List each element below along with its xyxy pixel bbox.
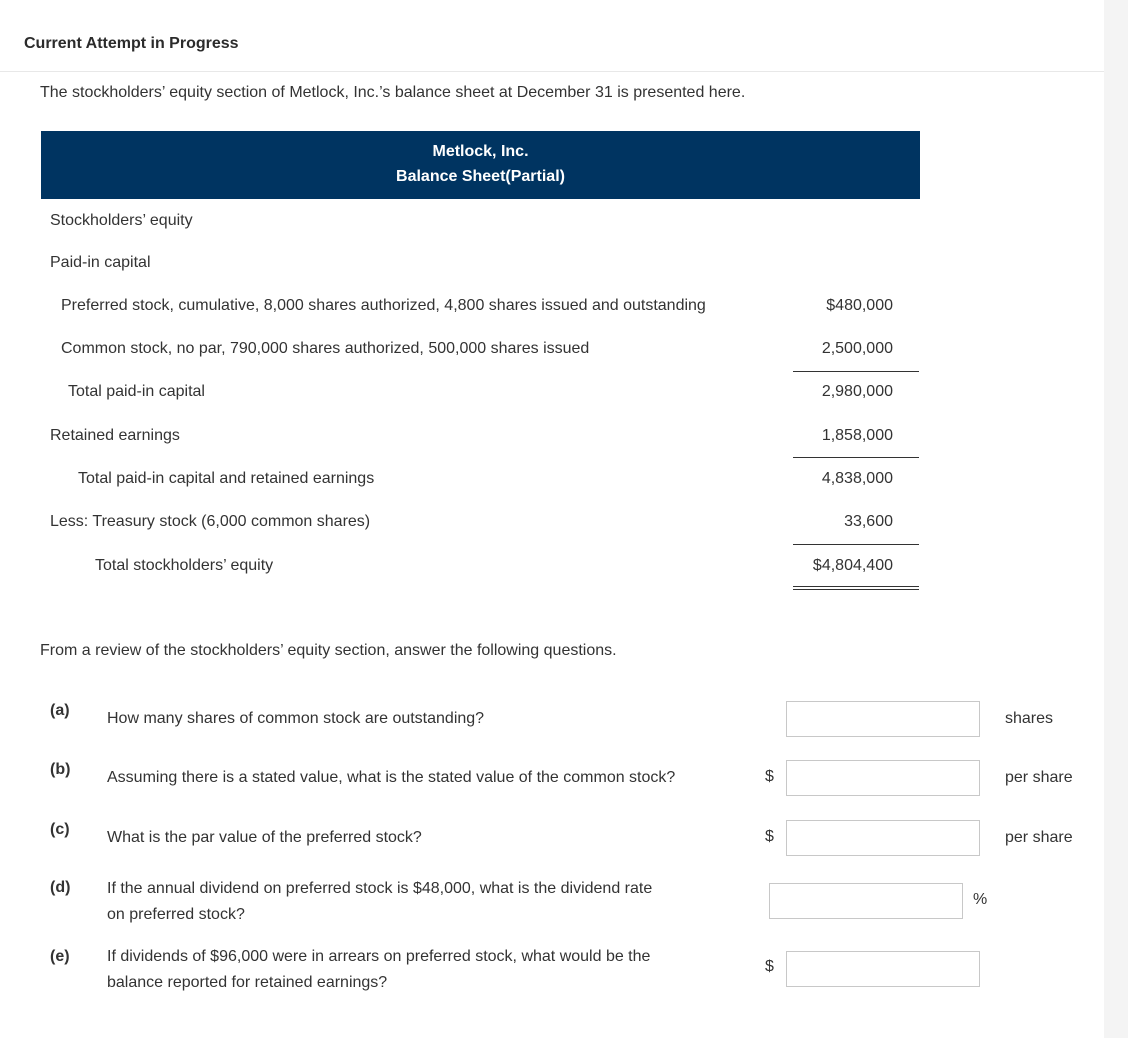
- bs-row-label: Retained earnings: [50, 427, 180, 444]
- bs-row-label: Total paid-in capital and retained earnings: [78, 470, 375, 487]
- bs-row-label: Stockholders’ equity: [50, 212, 193, 229]
- answer-a-unit: shares: [1005, 710, 1054, 727]
- subtotal-rule: [793, 457, 919, 458]
- question-e-label: (e): [50, 948, 70, 965]
- bs-row-label: Total stockholders’ equity: [95, 557, 274, 574]
- answer-c-currency: $: [765, 828, 774, 845]
- bs-row-amount: 33,600: [844, 513, 893, 530]
- question-b-label: (b): [50, 761, 71, 778]
- company-name: Metlock, Inc.: [432, 143, 529, 160]
- bs-row-label: Common stock, no par, 790,000 shares authorized, 500,000 shares issued: [61, 340, 590, 357]
- question-d-text-line1: If the annual dividend on preferred stock is $48,000, what is the dividend rate: [107, 880, 653, 897]
- bs-row-amount: $480,000: [826, 297, 893, 314]
- question-c-text: What is the par value of the preferred stock?: [107, 829, 422, 846]
- balance-sheet-header: [41, 131, 920, 199]
- bs-row-label: Less: Treasury stock (6,000 common shares): [50, 513, 371, 530]
- intro-text: The stockholders’ equity section of Metlock, Inc.’s balance sheet at December 31 is presented here.: [40, 84, 746, 101]
- bs-row-label: Total paid-in capital: [68, 383, 205, 400]
- question-e-text-line1: If dividends of $96,000 were in arrears on preferred stock, what would be the: [107, 948, 651, 965]
- answer-a-input[interactable]: [786, 701, 980, 737]
- answer-e-currency: $: [765, 958, 774, 975]
- bs-row-amount: 4,838,000: [821, 470, 893, 487]
- subtotal-rule: [793, 371, 919, 372]
- question-d-label: (d): [50, 879, 71, 896]
- question-d-text-line2: on preferred stock?: [107, 906, 245, 923]
- answer-c-input[interactable]: [786, 820, 980, 856]
- bs-row-amount: $4,804,400: [812, 557, 893, 574]
- bs-row-amount: 1,858,000: [821, 427, 893, 444]
- question-c-label: (c): [50, 821, 70, 838]
- bs-row-label: Preferred stock, cumulative, 8,000 shares authorized, 4,800 shares issued and outstanding: [61, 297, 706, 314]
- answer-d-input[interactable]: [769, 883, 963, 919]
- bs-row-label: Paid-in capital: [50, 254, 151, 271]
- answer-d-unit: %: [973, 891, 988, 908]
- answer-b-input[interactable]: [786, 760, 980, 796]
- total-double-rule-top: [793, 586, 919, 587]
- answer-b-unit: per share: [1005, 769, 1073, 786]
- header-divider: [0, 71, 1104, 72]
- answer-b-currency: $: [765, 768, 774, 785]
- question-e-text-line2: balance reported for retained earnings?: [107, 974, 388, 991]
- total-double-rule-bottom: [793, 589, 919, 590]
- bs-row-amount: 2,500,000: [821, 340, 893, 357]
- question-b-text: Assuming there is a stated value, what is the stated value of the common stock?: [107, 769, 676, 786]
- answer-c-unit: per share: [1005, 829, 1073, 846]
- statement-title: Balance Sheet(Partial): [396, 168, 565, 185]
- question-a-text: How many shares of common stock are outstanding?: [107, 710, 485, 727]
- questions-intro: From a review of the stockholders’ equity section, answer the following questions.: [40, 642, 617, 659]
- subtotal-rule: [793, 544, 919, 545]
- question-a-label: (a): [50, 702, 70, 719]
- answer-e-input[interactable]: [786, 951, 980, 987]
- bs-row-amount: 2,980,000: [821, 383, 893, 400]
- attempt-status-heading: Current Attempt in Progress: [24, 35, 239, 52]
